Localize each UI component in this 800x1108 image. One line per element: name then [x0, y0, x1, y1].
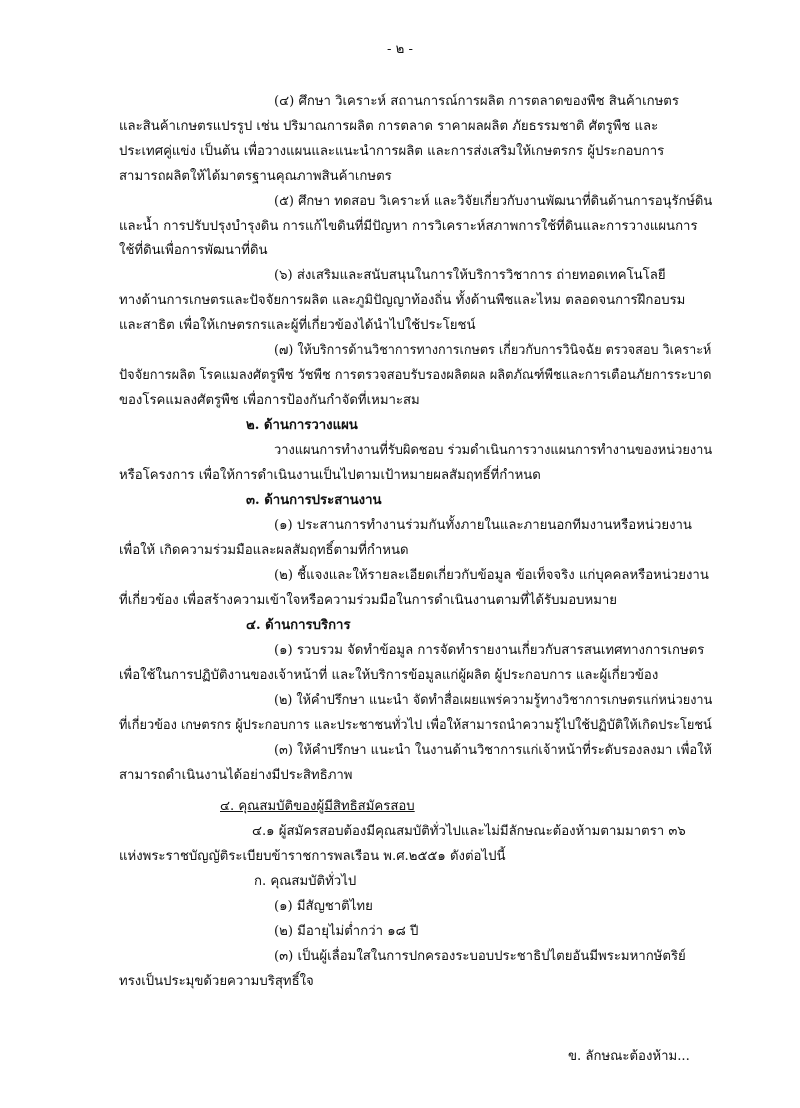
paragraph-line: วางแผนการทำงานที่รับผิดชอบ ร่วมดำเนินการวางแผนการทำงานของหน่วยงาน: [274, 443, 713, 458]
paragraph-line: (๕) ศึกษา ทดสอบ วิเคราะห์ และวิจัยเกี่ยวกับงานพัฒนาที่ดินด้านการอนุรักษ์ดิน: [274, 194, 713, 209]
paragraph-line: ของโรคแมลงศัตรูพืช เพื่อการป้องกันกำจัดที่เหมาะสม: [119, 393, 420, 408]
paragraph-line: แห่งพระราชบัญญัติระเบียบข้าราชการพลเรือน พ.ศ.๒๕๕๑ ดังต่อไปนี้: [119, 849, 506, 864]
paragraph-line: (๒) ชี้แจงและให้รายละเอียดเกี่ยวกับข้อมูล ข้อเท็จจริง แก่บุคคลหรือหน่วยงาน: [274, 568, 709, 583]
paragraph-line: (๗) ให้บริการด้านวิชาการทางการเกษตร เกี่ยวกับการวินิจฉัย ตรวจสอบ วิเคราะห์: [274, 343, 712, 358]
paragraph-line: ก. คุณสมบัติทั่วไป: [254, 874, 357, 889]
paragraph-line: (๓) ให้คำปรึกษา แนะนำ ในงานด้านวิชาการแก่เจ้าหน้าที่ระดับรองลงมา เพื่อให้: [274, 743, 712, 758]
paragraph-line: เพื่อให้ เกิดความร่วมมือและผลสัมฤทธิ์ตามที่กำหนด: [119, 543, 409, 558]
paragraph-line: ประเทศคู่แข่ง เป็นต้น เพื่อวางแผนและแนะนำการผลิต และการส่งเสริมให้เกษตรกร ผู้ประกอบการ: [119, 144, 665, 159]
paragraph-line: ๔.๑ ผู้สมัครสอบต้องมีคุณสมบัติทั่วไปและไม่มีลักษณะต้องห้ามตามมาตรา ๓๖: [252, 824, 686, 839]
paragraph-line: (๒) ให้คำปรึกษา แนะนำ จัดทำสื่อเผยแพร่ความรู้ทางวิชาการเกษตรแก่หน่วยงาน: [274, 693, 713, 708]
paragraph-line: สามารถดำเนินงานได้อย่างมีประสิทธิภาพ: [119, 768, 353, 783]
page-number: - ๒ -: [387, 42, 413, 57]
paragraph-line: เพื่อใช้ในการปฏิบัติงานของเจ้าหน้าที่ และให้บริการข้อมูลแก่ผู้ผลิต ผู้ประกอบการ และผู้เกี่ยวข้อง: [119, 668, 659, 683]
section-heading: ๓. ด้านการประสานงาน: [246, 493, 382, 508]
section-heading: ๔. ด้านการบริการ: [246, 618, 351, 633]
paragraph-line: ใช้ที่ดินเพื่อการพัฒนาที่ดิน: [119, 243, 268, 258]
paragraph-line: (๑) รวบรวม จัดทำข้อมูล การจัดทำรายงานเกี่ยวกับสารสนเทศทางการเกษตร: [274, 643, 705, 658]
paragraph-line: สามารถผลิตให้ได้มาตรฐานคุณภาพสินค้าเกษตร: [119, 169, 392, 184]
paragraph-line: ทรงเป็นประมุขด้วยความบริสุทธิ์ใจ: [119, 974, 314, 989]
paragraph-line: ทางด้านการเกษตรและปัจจัยการผลิต และภูมิปัญญาท้องถิ่น ทั้งด้านพืชและไหม ตลอดจนการฝึกอบรม: [119, 293, 686, 308]
paragraph-line: (๔) ศึกษา วิเคราะห์ สถานการณ์การผลิต การตลาดของพืช สินค้าเกษตร: [274, 94, 679, 109]
paragraph-line: ที่เกี่ยวข้อง เกษตรกร ผู้ประกอบการ และประชาชนทั่วไป เพื่อให้สามารถนำความรู้ไปใช้ปฏิบัติให้เกิดประโยชน์: [119, 718, 712, 733]
paragraph-line: ปัจจัยการผลิต โรคแมลงศัตรูพืช วัชพืช การตรวจสอบรับรองผลิตผล ผลิตภัณฑ์พืชและการเตือนภัยการระบาด: [119, 368, 712, 383]
paragraph-line: (๖) ส่งเสริมและสนับสนุนในการให้บริการวิชาการ ถ่ายทอดเทคโนโลยี: [274, 268, 666, 283]
paragraph-line: และสินค้าเกษตรแปรรูป เช่น ปริมาณการผลิต การตลาด ราคาผลผลิต ภัยธรรมชาติ ศัตรูพืช และ: [119, 119, 659, 134]
paragraph-line: (๑) มีสัญชาติไทย: [274, 899, 373, 914]
continuation-text: ข. ลักษณะต้องห้าม...: [568, 1049, 690, 1064]
paragraph-line: (๓) เป็นผู้เลื่อมใสในการปกครองระบอบประชาธิปไตยอันมีพระมหากษัตริย์: [274, 949, 686, 964]
paragraph-line: และน้ำ การปรับปรุงบำรุงดิน การแก้ไขดินที่มีปัญหา การวิเคราะห์สภาพการใช้ที่ดินและการวางแผนการ: [119, 219, 698, 234]
section-heading: ๒. ด้านการวางแผน: [246, 418, 358, 433]
paragraph-line: ที่เกี่ยวข้อง เพื่อสร้างความเข้าใจหรือความร่วมมือในการดำเนินงานตามที่ได้รับมอบหมาย: [119, 593, 618, 608]
paragraph-line: (๒) มีอายุไม่ต่ำกว่า ๑๘ ปี: [274, 924, 419, 939]
paragraph-line: หรือโครงการ เพื่อให้การดำเนินงานเป็นไปตามเป้าหมายผลสัมฤทธิ์ที่กำหนด: [119, 468, 541, 483]
paragraph-line: และสาธิต เพื่อให้เกษตรกรและผู้ที่เกี่ยวข้องได้นำไปใช้ประโยชน์: [119, 318, 476, 333]
qualifications-heading: ๔. คุณสมบัติของผู้มีสิทธิสมัครสอบ: [220, 799, 415, 814]
paragraph-line: (๑) ประสานการทำงานร่วมกันทั้งภายในและภายนอกทีมงานหรือหน่วยงาน: [274, 518, 692, 533]
